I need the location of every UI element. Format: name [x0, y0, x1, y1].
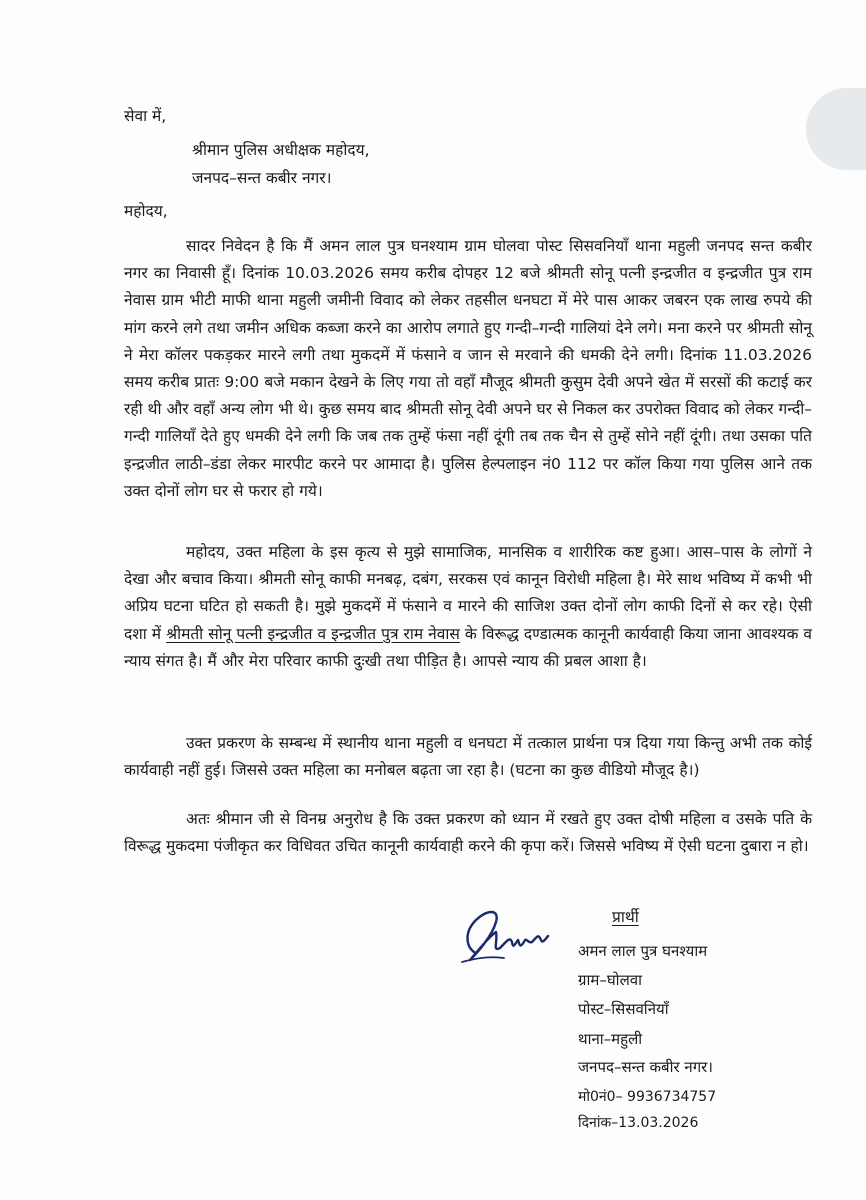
applicant-mobile: मो0नं0– 9936734757 — [578, 1089, 717, 1105]
paragraph-2-end: के विरूद्ध दण्डात्मक कानूनी कार्यवाही किया जाना आवश्यक व न्याय संगत है। मैं और मेरा परिवार काफी दुःखी तथा पीड़ित है। आपसे न्याय की प्रबल आशा है। — [124, 624, 812, 670]
paragraph-2-text — [124, 539, 812, 675]
paragraph-1-text: सादर निवेदन है कि मैं अमन लाल पुत्र घनश्याम ग्राम घोलवा पोस्ट सिसवनियाँ थाना महुली जनपद सन्त कबीर नगर का निवासी हूँ। दिनांक 10.03.2026 समय करीब दोपहर 12 बजे श्रीमती सोनू पत्नी इन्द्रजीत व इन्द्रजीत पुत्र राम नेवास ग्राम भीटी माफी थाना महुली जमीनी विवाद को लेकर तहसील धनघटा में मेरे पास आकर जबरन एक लाख रुपये की मांग करने लगे तथा जमीन अधिक कब्जा करने का आरोप लगाते हुए गन्दी–गन्दी गालियां देने लगे। मना करने पर श्रीमती सोनू ने मेरा कॉलर पकड़कर मारने लगी तथा मुकदमें में फंसाने व जान से मरवाने की धमकी देने लगी। दिनांक 11.03.2026 समय करीब प्रातः 9:00 बजे मकान देखने के लिए गया तो वहाँ मौजूद श्रीमती कुसुम देवी अपने खेत में सरसों की कटाई कर रही थी और वहाँ अन्य लोग भी थे। कुछ समय बाद श्रीमती सोनू देवी अपने घर से निकल कर उपरोक्त विवाद को लेकर गन्दी–गन्दी गालियाँ देते हुए धमकी देने लगी कि जब तक तुम्हें फंसा नहीं दूंगी तब तक चैन से तुम्हें सोने नहीं दूंगी। तथा उसका पति इन्द्रजीत लाठी–डंडा लेकर मारपीट करने पर आमादा है। पुलिस हेल्पलाइन नं0 112 पर कॉल किया गया पुलिस आने तक उक्त दोनों लोग घर से फरार हो गये। — [124, 237, 812, 500]
applicant-district: जनपद–सन्त कबीर नगर। — [578, 1058, 713, 1076]
handwritten-signature — [456, 902, 556, 974]
paragraph-3-text: उक्त प्रकरण के सम्बन्ध में स्थानीय थाना महुली व धनघटा में तत्काल प्रार्थना पत्र दिया गया किन्तु अभी तक कोई कार्यवाही नहीं हुई। जिससे उक्त महिला का मनोबल बढ़ता जा रहा है। (घटना का कुछ वीडियो मौजूद है।) — [124, 734, 812, 780]
applicant-name: अमन लाल पुत्र घनश्याम — [578, 942, 708, 960]
applicant-thana: थाना–महुली — [578, 1030, 643, 1048]
paragraph-1 — [124, 233, 812, 505]
applicant-post: पोस्ट–सिसवनियाँ — [578, 1000, 669, 1018]
recipient-title: श्रीमान पुलिस अधीक्षक महोदय, — [192, 141, 370, 159]
greeting: महोदय, — [124, 202, 168, 220]
paragraph-4-text: अतः श्रीमान जी से विनम्र अनुरोध है कि उक्त प्रकरण को ध्यान में रखते हुए उक्त दोषी महिला व उसके पति के विरूद्ध मुकदमा पंजीकृत कर विधिवत उचित कानूनी कार्यवाही करने की कृपा करें। जिससे भविष्य में ऐसी घटना दुबारा न हो। — [124, 810, 812, 856]
paragraph-2 — [124, 539, 812, 675]
signature-title: प्रार्थी — [612, 908, 639, 926]
page-side-tab — [806, 88, 866, 170]
accused-names-underlined: श्रीमती सोनू पत्नी इन्द्रजीत व इन्द्रजीत पुत्र राम नेवास — [166, 624, 460, 643]
paragraph-3 — [124, 730, 812, 784]
recipient-district: जनपद–सन्त कबीर नगर। — [192, 169, 332, 187]
salutation-to: सेवा में, — [124, 107, 167, 125]
paragraph-2-start: महोदय, उक्त महिला के इस कृत्य से मुझे सामाजिक, मानसिक व शारीरिक कष्ट हुआ। आस–पास के लोगों ने देखा और बचाव किया। श्रीमती सोनू काफी मनबढ़, दबंग, सरकस एवं कानून विरोधी महिला है। मेरे साथ भविष्य में कभी भी अप्रिय घटना घटित हो सकती है। मुझे मुकदमें में फंसाने व मारने की साजिश उक्त दोनों लोग काफी दिनों से कर रहे। ऐसी दशा में — [124, 543, 812, 643]
applicant-village: ग्राम–घोलवा — [578, 971, 642, 989]
letter-date: दिनांक–13.03.2026 — [578, 1115, 699, 1131]
paragraph-4 — [124, 806, 812, 860]
